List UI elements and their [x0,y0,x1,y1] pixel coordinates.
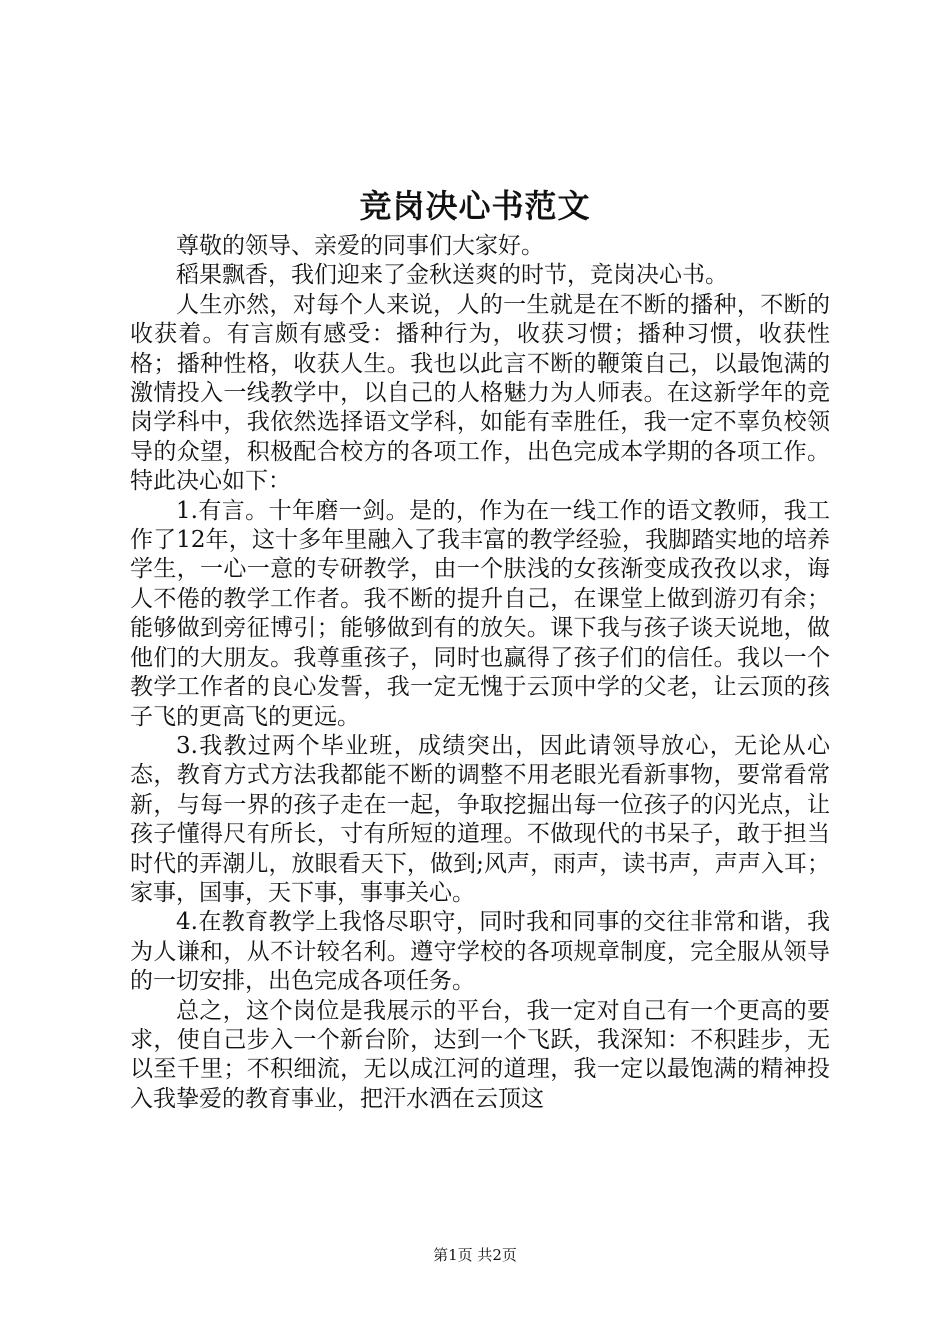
paragraph-life: 人生亦然，对每个人来说，人的一生就是在不断的播种，不断的收获着。有言颇有感受：播种行为，收获习惯；播种习惯，收获性格；播种性格，收获人生。我也以此言不断的鞭策自己，以最饱满的激情投入一线教学中，以自己的人格魅力为人师表。在这新学年的竞岗学科中，我依然选择语文学科，如能有幸胜任，我一定不辜负校领导的众望，积极配合校方的各项工作，出色完成本学期的各项工作。特此决心如下： [130,291,830,495]
document-title: 竞岗决心书范文 [359,187,591,225]
paragraph-point-4: 4.在教育教学上我恪尽职守，同时我和同事的交往非常和谐，我为人谦和，从不计较名利。遵守学校的各项规章制度，完全服从领导的一切安排，出色完成各项任务。 [130,909,830,995]
paragraph-conclusion: 总之，这个岗位是我展示的平台，我一定对自己有一个更高的要求，使自己步入一个新台阶，达到一个飞跃，我深知：不积跬步，无以至千里；不积细流，无以成江河的道理，我一定以最饱满的精神投入我挚爱的教育事业，把汗水洒在云顶这 [130,997,830,1112]
page-number-footer: 第1页 共2页 [433,1246,517,1264]
paragraph-greeting: 尊敬的领导、亲爱的同事们大家好。 [176,233,544,259]
document-body [130,232,830,1114]
paragraph-point-3: 3.我教过两个毕业班，成绩突出，因此请领导放心，无论从心态，教育方式方法我都能不断的调整不用老眼光看新事物，要常看常新，与每一界的孩子走在一起，争取挖掘出每一位孩子的闪光点，让孩子懂得尺有所长，寸有所短的道理。不做现代的书呆子，敢于担当时代的弄潮儿，放眼看天下，做到;风声，雨声，读书声，声声入耳；家事，国事，天下事，事事关心。 [130,732,830,906]
paragraph-point-1: 1.有言。十年磨一剑。是的，作为在一线工作的语文教师，我工作了12年，这十多年里融入了我丰富的教学经验，我脚踏实地的培养学生，一心一意的专研教学，由一个肤浅的女孩渐变成孜孜以求，诲人不倦的教学工作者。我不断的提升自己，在课堂上做到游刃有余；能够做到旁征博引；能够做到有的放矢。课下我与孩子谈天说地，做他们的大朋友。我尊重孩子，同时也赢得了孩子们的信任。我以一个教学工作者的良心发誓，我一定无愧于云顶中学的父老，让云顶的孩子飞的更高飞的更远。 [130,497,830,730]
paragraph-intro: 稻果飘香，我们迎来了金秋送爽的时节，竞岗决心书。 [176,262,728,289]
